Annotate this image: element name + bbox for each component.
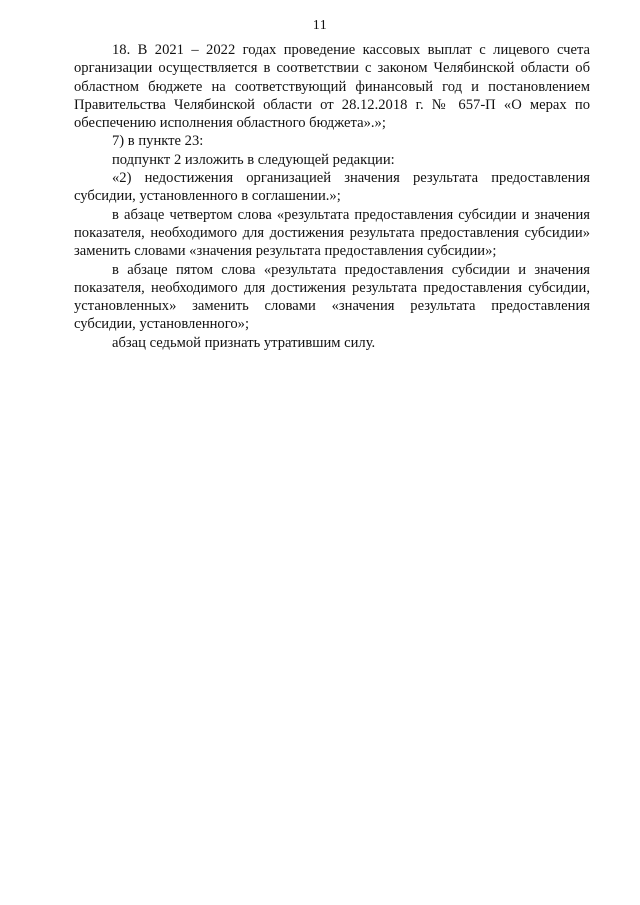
paragraph-abzac-4: в абзаце четвертом слова «результата предоставления субсидии и значения показателя, необходимого для достижения результата предоставления субсидии» заменить словами «значения результата предоставления субсидии»;	[74, 206, 590, 260]
paragraph-new-wording: «2) недостижения организацией значения результата предоставления субсидии, установленного в соглашении.»;	[74, 170, 590, 205]
page-number: 11	[312, 18, 328, 33]
paragraph-abzac-7: абзац седьмой признать утратившим силу.	[112, 334, 376, 351]
paragraph-item-7: 7) в пункте 23:	[112, 133, 204, 150]
paragraph-abzac-5: в абзаце пятом слова «результата предоставления субсидии и значения показателя, необходимого для достижения результата предоставления субсидии, установленных» заменить словами «значения результата предоставления субсидии, установленного»;	[74, 261, 590, 333]
document-body	[74, 41, 590, 352]
paragraph-subitem-2: подпункт 2 изложить в следующей редакции:	[112, 151, 395, 168]
paragraph-18: 18. В 2021 – 2022 годах проведение кассовых выплат с лицевого счета организации осуществляется в соответствии с законом Челябинской области об областном бюджете на соответствующий финансовый год и постановлением Правительства Челябинской области от 28.12.2018 г. № 657-П «О мерах по обеспечению исполнения областного бюджета».»;	[74, 42, 590, 132]
